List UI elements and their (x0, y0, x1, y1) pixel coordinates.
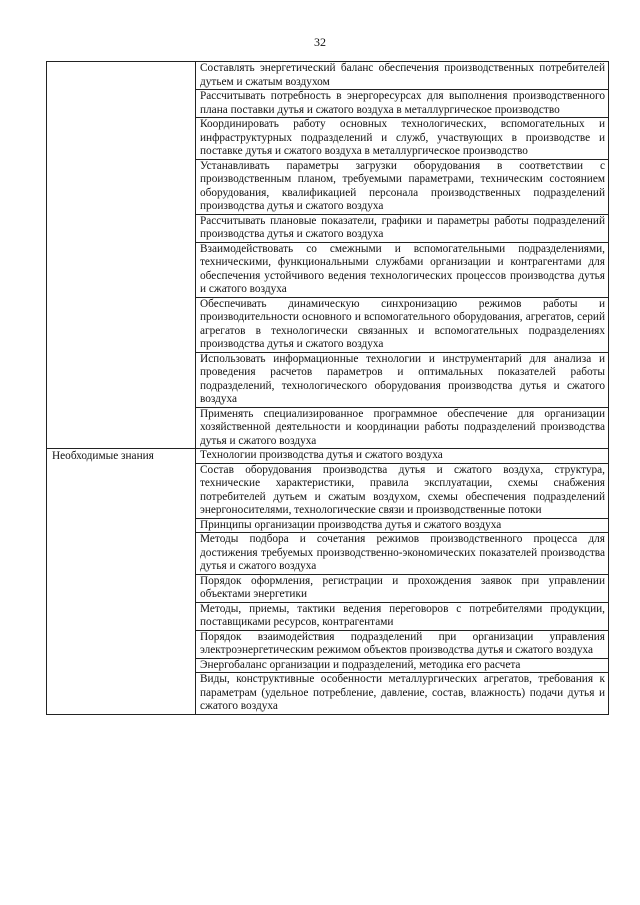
row-label-cell (47, 449, 196, 715)
list-item: Составлять энергетический баланс обеспечения производственных потребителей дутьем и сжатым воздухом (200, 62, 605, 88)
list-item: Рассчитывать потребность в энергоресурсах для выполнения производственного плана поставки дутья и сжатого воздуха в металлургическое производство (196, 89, 608, 117)
skills-list (196, 62, 609, 449)
knowledge-list (196, 449, 609, 715)
list-item: Взаимодействовать со смежными и вспомогательными подразделениями, техническими, функциональными службами организации и контрагентами для обеспечения устойчивого ведения технологических процессов производства дутья и сжатого воздуха (196, 242, 608, 297)
list-item: Обеспечивать динамическую синхронизацию режимов работы и производительности основного и вспомогательного оборудования, агрегатов, серий агрегатов в технологически связанных и вспомогательных подразделениях производства дутья и сжатого воздуха (196, 297, 608, 352)
competency-table (46, 61, 609, 715)
list-item: Использовать информационные технологии и инструментарий для анализа и проведения расчетов параметров и оптимальных показателей работы подразделений, технологического оборудования производства дутья и сжатого воздуха (196, 352, 608, 407)
page-number: 32 (314, 35, 326, 49)
row-label-cell (47, 62, 196, 449)
list-item: Методы подбора и сочетания режимов производственного процесса для достижения требуемых производственно-экономических показателей производства дутья и сжатого воздуха (196, 532, 608, 574)
list-item: Порядок взаимодействия подразделений при организации управления электроэнергетическим режимом объектов производства дутья и сжатого воздуха (196, 630, 608, 658)
table-row-knowledge (47, 449, 609, 715)
list-item: Порядок оформления, регистрации и прохождения заявок при управлении объектами энергетики (196, 574, 608, 602)
list-item: Устанавливать параметры загрузки оборудования в соответствии с производственным планом, требуемыми параметрами, техническим состоянием оборудования, квалификацией персонала производственных подразделений производства дутья и сжатого воздуха (196, 159, 608, 214)
list-item: Методы, приемы, тактики ведения переговоров с потребителями продукции, поставщиками ресурсов, контрагентами (196, 602, 608, 630)
table-row-skills (47, 62, 609, 449)
list-item: Применять специализированное программное обеспечение для организации хозяйственной деятельности и координации работы подразделений производства дутья и сжатого воздуха (196, 407, 608, 449)
list-item: Рассчитывать плановые показатели, графики и параметры работы подразделений производства дутья и сжатого воздуха (196, 214, 608, 242)
list-item: Энергобаланс организации и подразделений, методика его расчета (196, 658, 608, 673)
list-item: Координировать работу основных технологических, вспомогательных и инфраструктурных подразделений и служб, участвующих в производстве и поставке дутья и сжатого воздуха в металлургическое производство (196, 117, 608, 159)
list-item: Технологии производства дутья и сжатого воздуха (200, 449, 443, 461)
list-item: Виды, конструктивные особенности металлургических агрегатов, требования к параметрам (удельное потребление, давление, состав, влажность) подачи дутья и сжатого воздуха (196, 672, 608, 714)
list-item: Состав оборудования производства дутья и сжатого воздуха, структура, технические характеристики, правила эксплуатации, схемы снабжения потребителей дутьем и сжатым воздухом, схемы обеспечения подразделений энергоносителями, технологические связи и производственные потоки (196, 463, 608, 518)
list-item: Принципы организации производства дутья и сжатого воздуха (196, 518, 608, 533)
row-label-required-knowledge: Необходимые знания (52, 450, 154, 462)
